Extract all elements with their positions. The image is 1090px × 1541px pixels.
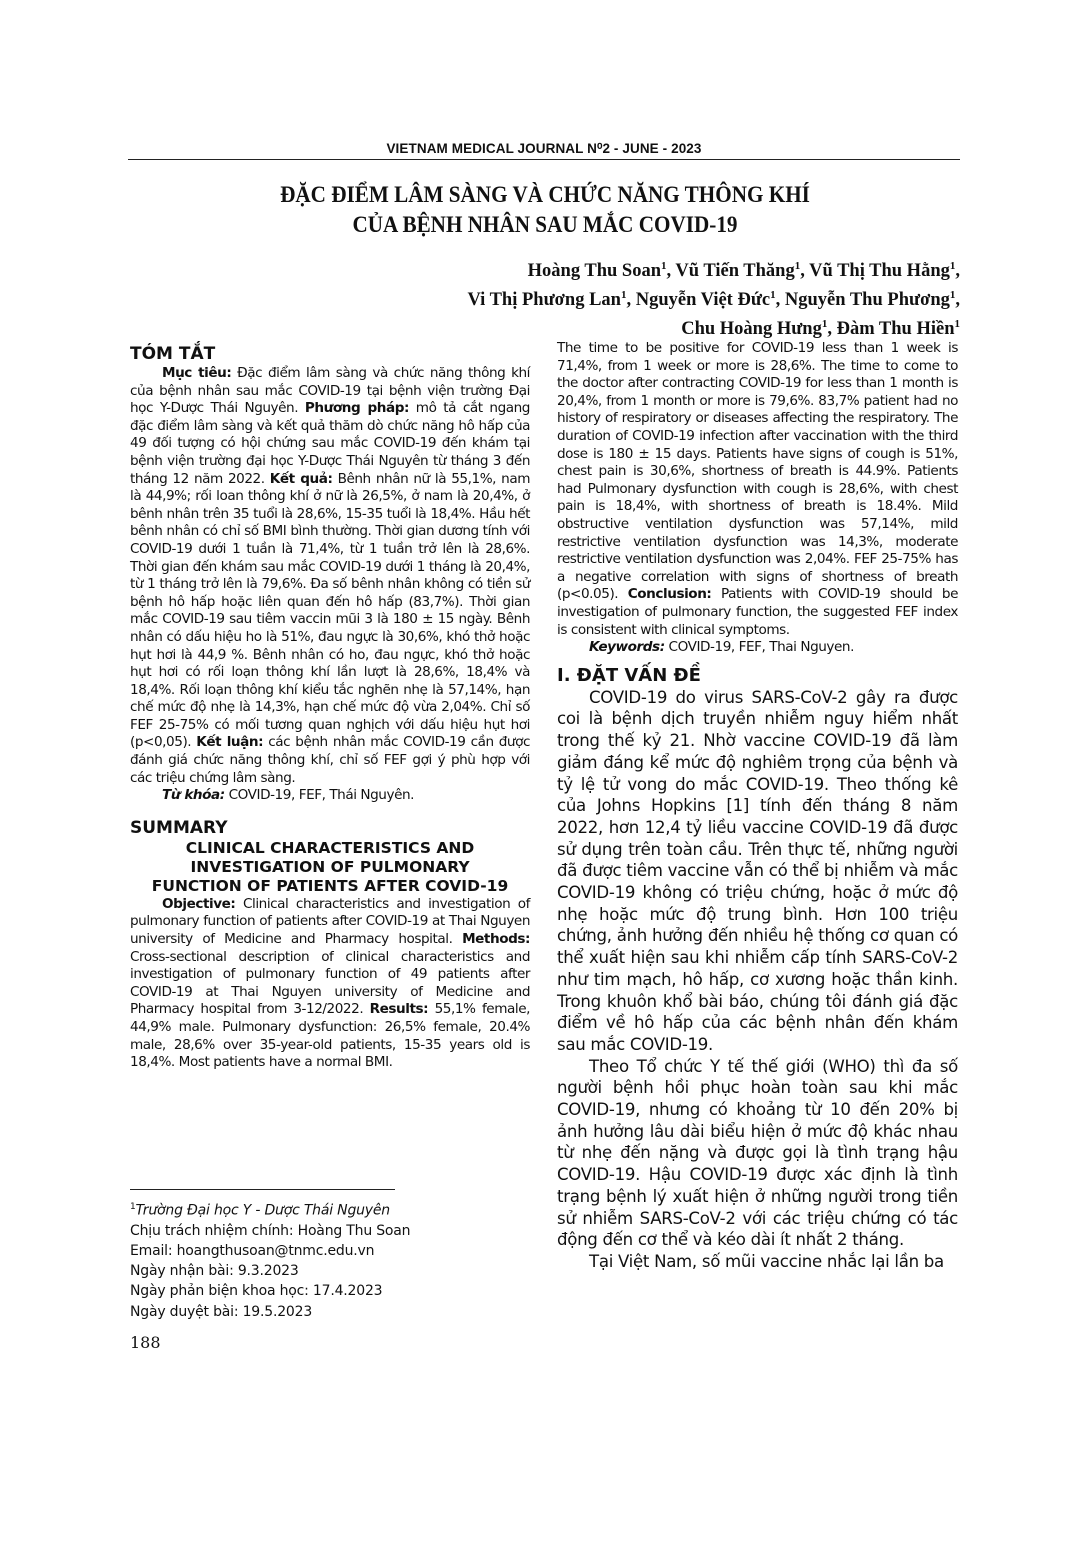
english-title-line: CLINICAL CHARACTERISTICS AND xyxy=(185,838,475,857)
label: Results: xyxy=(369,1001,429,1018)
author-line: Vi Thị Phương Lan$^1$, Nguyễn Việt Đức$^1$, Nguyễn Thu Phương$^1$, xyxy=(467,289,960,311)
english-title-line: FUNCTION OF PATIENTS AFTER COVID-19 xyxy=(151,876,509,895)
page-number: 188 xyxy=(130,1333,161,1352)
label: Objective: xyxy=(162,895,236,912)
title-line: CỦA BỆNH NHÂN SAU MẮC COVID-19 xyxy=(352,212,738,237)
english-title xyxy=(130,839,530,896)
label: Conclusion: xyxy=(627,586,712,603)
keywords-vi xyxy=(130,787,530,805)
intro-paragraph: Theo Tổ chức Y tế thế giới (WHO) thì đa số người bệnh hồi phục hoàn toàn sau khi mắc COVID-19, nhưng có khoảng từ 10 đến 20% bị ảnh hưởng lâu dài biểu hiện ở mức độ khác nhau từ nhẹ đến nặng và được gọi là tình trạng hậu COVID-19. Hậu COVID-19 được xác định là tình trạng bệnh lý xuất hiện ở những người trong tiền sử nhiễm SARS-CoV-2 với các triệu chứng có tác động đến cơ thể và kéo dài ít nhất 2 tháng. xyxy=(557,1056,958,1250)
affiliation-marker: 1 xyxy=(954,318,960,331)
english-title-line: INVESTIGATION OF PULMONARY xyxy=(190,857,470,876)
text: Patients with COVID-19 should be investigation of pulmonary function, the suggested FEF index is consistent with clinical symptoms. xyxy=(557,586,958,638)
date-reviewed: Ngày phản biện khoa học: 17.4.2023 xyxy=(130,1283,383,1300)
affiliation-marker: 1 xyxy=(130,1202,136,1212)
text: COVID-19, FEF, Thái Nguyên. xyxy=(224,787,415,804)
affiliation-marker: 1 xyxy=(949,260,956,272)
text: Clinical characteristics and investigation of pulmonary function of patients after COVID-19 at Thai Nguyen university of Medicine and Pharmacy hospital. xyxy=(130,895,530,948)
affiliation-text: Trường Đại học Y - Dược Thái Nguyên xyxy=(135,1202,390,1219)
right-column xyxy=(557,340,958,1273)
text: các bệnh nhân mắc COVID-19 cần được đánh giá chức năng thông khí, chỉ số FEF gợi ý phù hợp với các triệu chứng lâm sàng. xyxy=(130,734,530,786)
label: Kết quả: xyxy=(269,470,333,487)
label: Kết luận: xyxy=(196,734,264,751)
affiliation xyxy=(130,1197,530,1221)
label: Từ khóa: xyxy=(162,787,225,804)
intro-paragraph: COVID-19 do virus SARS-CoV-2 gây ra được coi là bệnh dịch truyền nhiễm nguy hiểm nhất trong thế kỷ 21. Nhờ vaccine COVID-19 đã làm giảm đáng kể mức độ nghiêm trọng của bệnh và tỷ lệ tử vong do mắc COVID-19. Theo thống kê của Johns Hopkins [1] tính đến tháng 8 năm 2022, hơn 12,4 tỷ liều vaccine COVID-19 đã được sử dụng trên toàn cầu. Trên thực tế, những người đã được tiêm vaccine vẫn có thể bị nhiễm và mắc COVID-19 không có triệu chứng, hoặc ở mức độ nhẹ hoặc mức độ trung bình. Hơn 100 triệu chứng, ảnh hưởng đến nhiều hệ thống cơ quan có thể xuất hiện sau khi nhiễm cấp tính SARS-CoV-2 như tim mạch, hô hấp, cơ xương hoặc thần kinh. Trong khuôn khổ bài báo, chúng tôi đánh giá đặc điểm về hô hấp của các bệnh nhân đến khám sau mắc COVID-19. xyxy=(557,687,958,1054)
abstract-en-continued xyxy=(557,340,958,639)
abstract-en-body xyxy=(130,896,530,1072)
author: Vũ Tiến Thăng xyxy=(675,261,795,282)
text: The time to be positive for COVID-19 less than 1 week is 71,4%, from 1 week or more is 28,6%. The time to come to the doctor after contracting COVID-19 for less than 1 month is 20,4%, from 1 month or more is 79,6%. 83,7% patient had no history of respiratory or diseases affecting the respiratory. The duration of COVID-19 infection after vaccination with the third dose is 180 ± 15 days. Patients have signs of cough is 51%, chest pain is 30,6%, shortness of breath is 44.9%. Patients had Pulmonary dysfunction with cough is 28,6%, with chest pain is 18,4%, with shortness of breath is 18.4%. Mild obstructive ventilation dysfunction was 57,14%, mild restrictive ventilation dysfunction was 14,3%, moderate restrictive ventilation dysfunction was 2,04%. FEF 25-75% has a negative correlation with signs of shortness of breath (p<0.05). xyxy=(557,340,958,603)
affiliation-marker: 1 xyxy=(770,289,776,302)
text: Cross-sectional description of clinical characteristics and investigation of pulmonary function of 49 patients after COVID-19 at Thai Nguyen university of Medicine and Pharmacy hospital from 3-12/2022. xyxy=(130,948,530,1018)
author: Vũ Thị Thu Hằng xyxy=(809,261,950,282)
date-received: Ngày nhận bài: 9.3.2023 xyxy=(130,1263,299,1280)
date-approved: Ngày duyệt bài: 19.5.2023 xyxy=(130,1303,313,1320)
corresponding-author: Chịu trách nhiệm chính: Hoàng Thu Soan xyxy=(130,1222,411,1239)
author: Vi Thị Phương Lan xyxy=(467,290,621,311)
text: mô tả cắt ngang đặc điểm lâm sàng và kết quả thăm dò chức năng hô hấp của 49 đối tượng có hội chứng sau mắc COVID-19 đến khám tại bệnh viện trường đại học Y-Dược Thái Nguyên từ tháng 3 đến tháng 12 năm 2022. xyxy=(130,400,530,487)
author: Chu Hoàng Hưng xyxy=(681,319,822,340)
affiliation-marker: 1 xyxy=(821,318,828,331)
affiliation-marker: 1 xyxy=(661,260,667,272)
label: Mục tiêu: xyxy=(162,365,232,381)
affiliation-marker: 1 xyxy=(794,260,801,272)
introduction-heading: I. ĐẶT VẤN ĐỀ xyxy=(557,664,701,686)
label: Methods: xyxy=(462,931,530,948)
author-list xyxy=(300,254,960,341)
title-line: ĐẶC ĐIỂM LÂM SÀNG VÀ CHỨC NĂNG THÔNG KHÍ xyxy=(280,182,810,207)
footnote xyxy=(130,1197,530,1322)
abstract-vi-body xyxy=(130,365,530,787)
footnote-rule xyxy=(130,1189,395,1190)
keywords-en xyxy=(557,639,958,657)
article-title xyxy=(182,180,909,240)
author: Nguyễn Thu Phương xyxy=(784,290,950,311)
author: Nguyễn Việt Đức xyxy=(635,290,771,311)
left-column xyxy=(130,343,530,1072)
author-line: Hoàng Thu Soan$^1$, Vũ Tiến Thăng$^1$, Vũ Thị Thu Hằng$^1$, xyxy=(527,260,960,282)
label: Phương pháp: xyxy=(304,400,409,417)
author: Đàm Thu Hiền xyxy=(836,319,955,340)
text: Bênh nhân nữ là 55,1%, nam là 44,9%; rối loan thông khí ở nữ là 26,5%, ở nam là 20,4%, ở bênh nhân trên 35 tuổi là 28,6%, 15-35 tuổi là 18,4%. Hầu hết bênh nhân có chỉ số BMI bình thường. Thời gian dương tính với COVID-19 dưới 1 tuần là 71,4%, từ 1 tuần trở lên là 28,6%. Thời gian đến khám sau mắc COVID-19 dưới 1 tháng là 20,4%, từ 1 tháng trở lên là 79,6%. Đa số bênh nhân không có tiền sử bệnh hô hấp hoặc liên quan đến hô hấp (83,7%). Thời gian mắc COVID-19 sau tiêm vaccin mũi 3 là 180 ± 15 ngày. Bênh nhân có dấu hiệu ho là 51%, đau ngực là 30,6%, khó thở hoặc hụt hơi là 44,9 %. Bênh nhân có ho, đau ngực, khó thở hoặc hụt hơi có rối loạn thông khí lần lượt là 28,6%, 18,4% và 18,4%. Rối loạn thông khí kiểu tắc nghẽn nhẹ là 57,14%, hạn chế mức độ nhẹ là 14,3%, hạn chế mức độ vừa 2,04%. Chỉ số FEF 25-75% có mối tương quan nghịch với dấu hiệu hụt hơi (p<0,05). xyxy=(130,470,531,751)
affiliation-marker: 1 xyxy=(949,289,956,302)
text: COVID-19, FEF, Thai Nguyen. xyxy=(664,639,854,656)
author-line: Chu Hoàng Hưng$^1$, Đàm Thu Hiền$^1$ xyxy=(681,318,960,340)
header-rule xyxy=(128,159,960,160)
journal-header: VIETNAM MEDICAL JOURNAL N⁰2 - JUNE - 2023 xyxy=(386,141,702,156)
label: Keywords: xyxy=(589,639,665,656)
email: Email: hoangthusoan@tnmc.edu.vn xyxy=(130,1243,375,1260)
text: Đặc điểm lâm sàng và chức năng thông khí của bệnh nhân sau mắc COVID-19 tại bệnh viện trường Đại học Y-Dược Thái Nguyên. xyxy=(130,365,531,417)
summary-heading: SUMMARY xyxy=(130,817,228,838)
author: Hoàng Thu Soan xyxy=(527,261,661,282)
text: 55,1% female, 44,9% male. Pulmonary dysfunction: 26,5% female, 20.4% male, 28,6% over 35-year-old patients, 15-35 years old is 18,4%. Most patients have a normal BMI. xyxy=(130,1001,530,1071)
affiliation-marker: 1 xyxy=(620,289,627,302)
intro-paragraph: Tại Việt Nam, số mũi vaccine nhắc lại lần ba xyxy=(589,1251,944,1271)
abstract-vi-heading: TÓM TẮT xyxy=(130,344,216,364)
